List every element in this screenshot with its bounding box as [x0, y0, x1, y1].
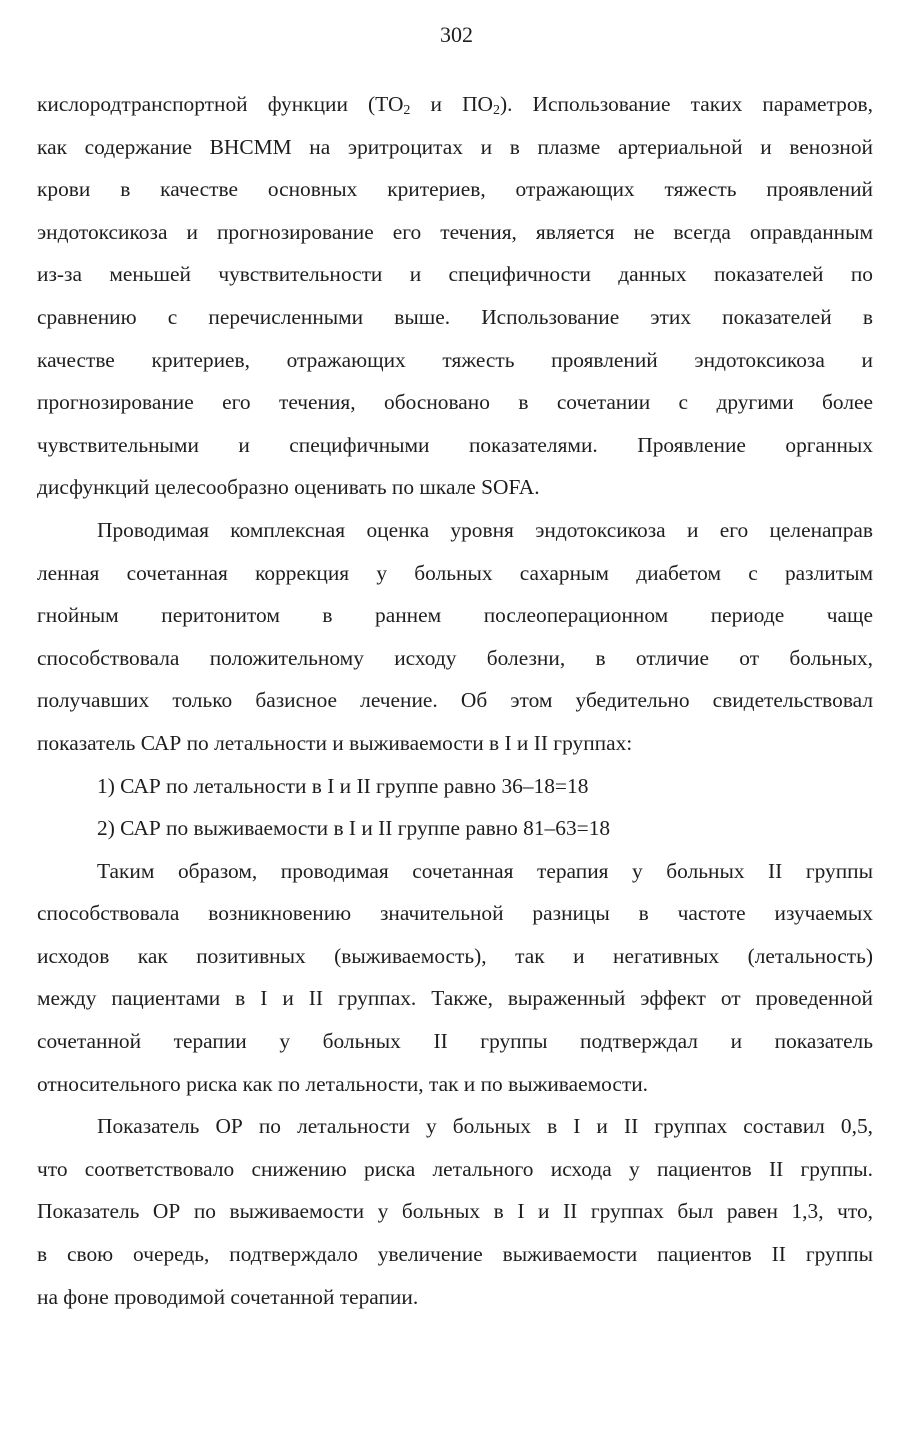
body-text — [37, 83, 873, 1318]
subscript: 2 — [403, 103, 411, 118]
paragraph-1 — [37, 83, 873, 509]
list-item: 1) САР по летальности в I и II группе равно 36–18=18 — [97, 773, 589, 798]
paragraph-2 — [37, 509, 873, 765]
text-line: дисфункций целесообразно оценивать по шкале SOFA. — [37, 475, 540, 500]
text-line: чувствительными и специфичными показателями. Проявление органных — [37, 432, 873, 457]
text-line: Показатель ОР по летальности у больных в I и II группах составил 0,5, — [97, 1114, 873, 1139]
text-fragment: и ПО — [410, 92, 493, 116]
text-line: Проводимая комплексная оценка уровня эндотоксикоза и его целенаправ — [97, 517, 873, 542]
paragraph-3 — [37, 850, 873, 1106]
text-fragment: ). Использование таких параметров, — [499, 92, 873, 116]
text-line: между пациентами в I и II группах. Также, выраженный эффект от проведенной — [37, 986, 873, 1011]
text-line: ленная сочетанная коррекция у больных сахарным диабетом с разлитым — [37, 560, 873, 585]
text-line: получавших только базисное лечение. Об этом убедительно свидетельствовал — [37, 688, 873, 713]
text-line: Таким образом, проводимая сочетанная терапия у больных II группы — [97, 858, 873, 883]
text-line: качестве критериев, отражающих тяжесть проявлений эндотоксикоза и — [37, 347, 873, 372]
page-number: 302 — [440, 22, 473, 47]
text-line: как содержание ВНСММ на эритроцитах и в плазме артериальной и венозной — [37, 134, 873, 159]
paragraph-4 — [37, 1105, 873, 1318]
results-list — [37, 765, 873, 850]
text-line: прогнозирование его течения, обосновано в сочетании с другими более — [37, 390, 873, 415]
text-line: исходов как позитивных (выживаемость), так и негативных (летальность) — [37, 943, 873, 968]
text-fragment: кислородтранспортной функции (ТО — [37, 92, 404, 116]
text-line: способствовала положительному исходу болезни, в отличие от больных, — [37, 645, 873, 670]
list-item: 2) САР по выживаемости в I и II группе равно 81–63=18 — [97, 816, 611, 841]
text-line — [37, 83, 873, 126]
text-line: показатель САР по летальности и выживаемости в I и II группах: — [37, 730, 633, 755]
text-line: относительного риска как по летальности, так и по выживаемости. — [37, 1071, 649, 1096]
text-line: в свою очередь, подтверждало увеличение выживаемости пациентов II группы — [37, 1242, 873, 1267]
text-line: эндотоксикоза и прогнозирование его течения, является не всегда оправданным — [37, 219, 873, 244]
text-line: крови в качестве основных критериев, отражающих тяжесть проявлений — [37, 177, 873, 202]
text-line: способствовала возникновению значительной разницы в частоте изучаемых — [37, 901, 873, 926]
text-line: из-за меньшей чувствительности и специфичности данных показателей по — [37, 262, 873, 287]
text-line: сочетанной терапии у больных II группы подтверждал и показатель — [37, 1029, 873, 1054]
text-line: на фоне проводимой сочетанной терапии. — [37, 1284, 419, 1309]
text-line: Показатель ОР по выживаемости у больных в I и II группах был равен 1,3, что, — [37, 1199, 873, 1224]
subscript: 2 — [492, 103, 500, 118]
text-line: что соответствовало снижению риска летального исхода у пациентов II группы. — [37, 1156, 873, 1181]
text-line: сравнению с перечисленными выше. Использование этих показателей в — [37, 304, 873, 329]
text-line: гнойным перитонитом в раннем послеоперационном периоде чаще — [37, 603, 873, 628]
